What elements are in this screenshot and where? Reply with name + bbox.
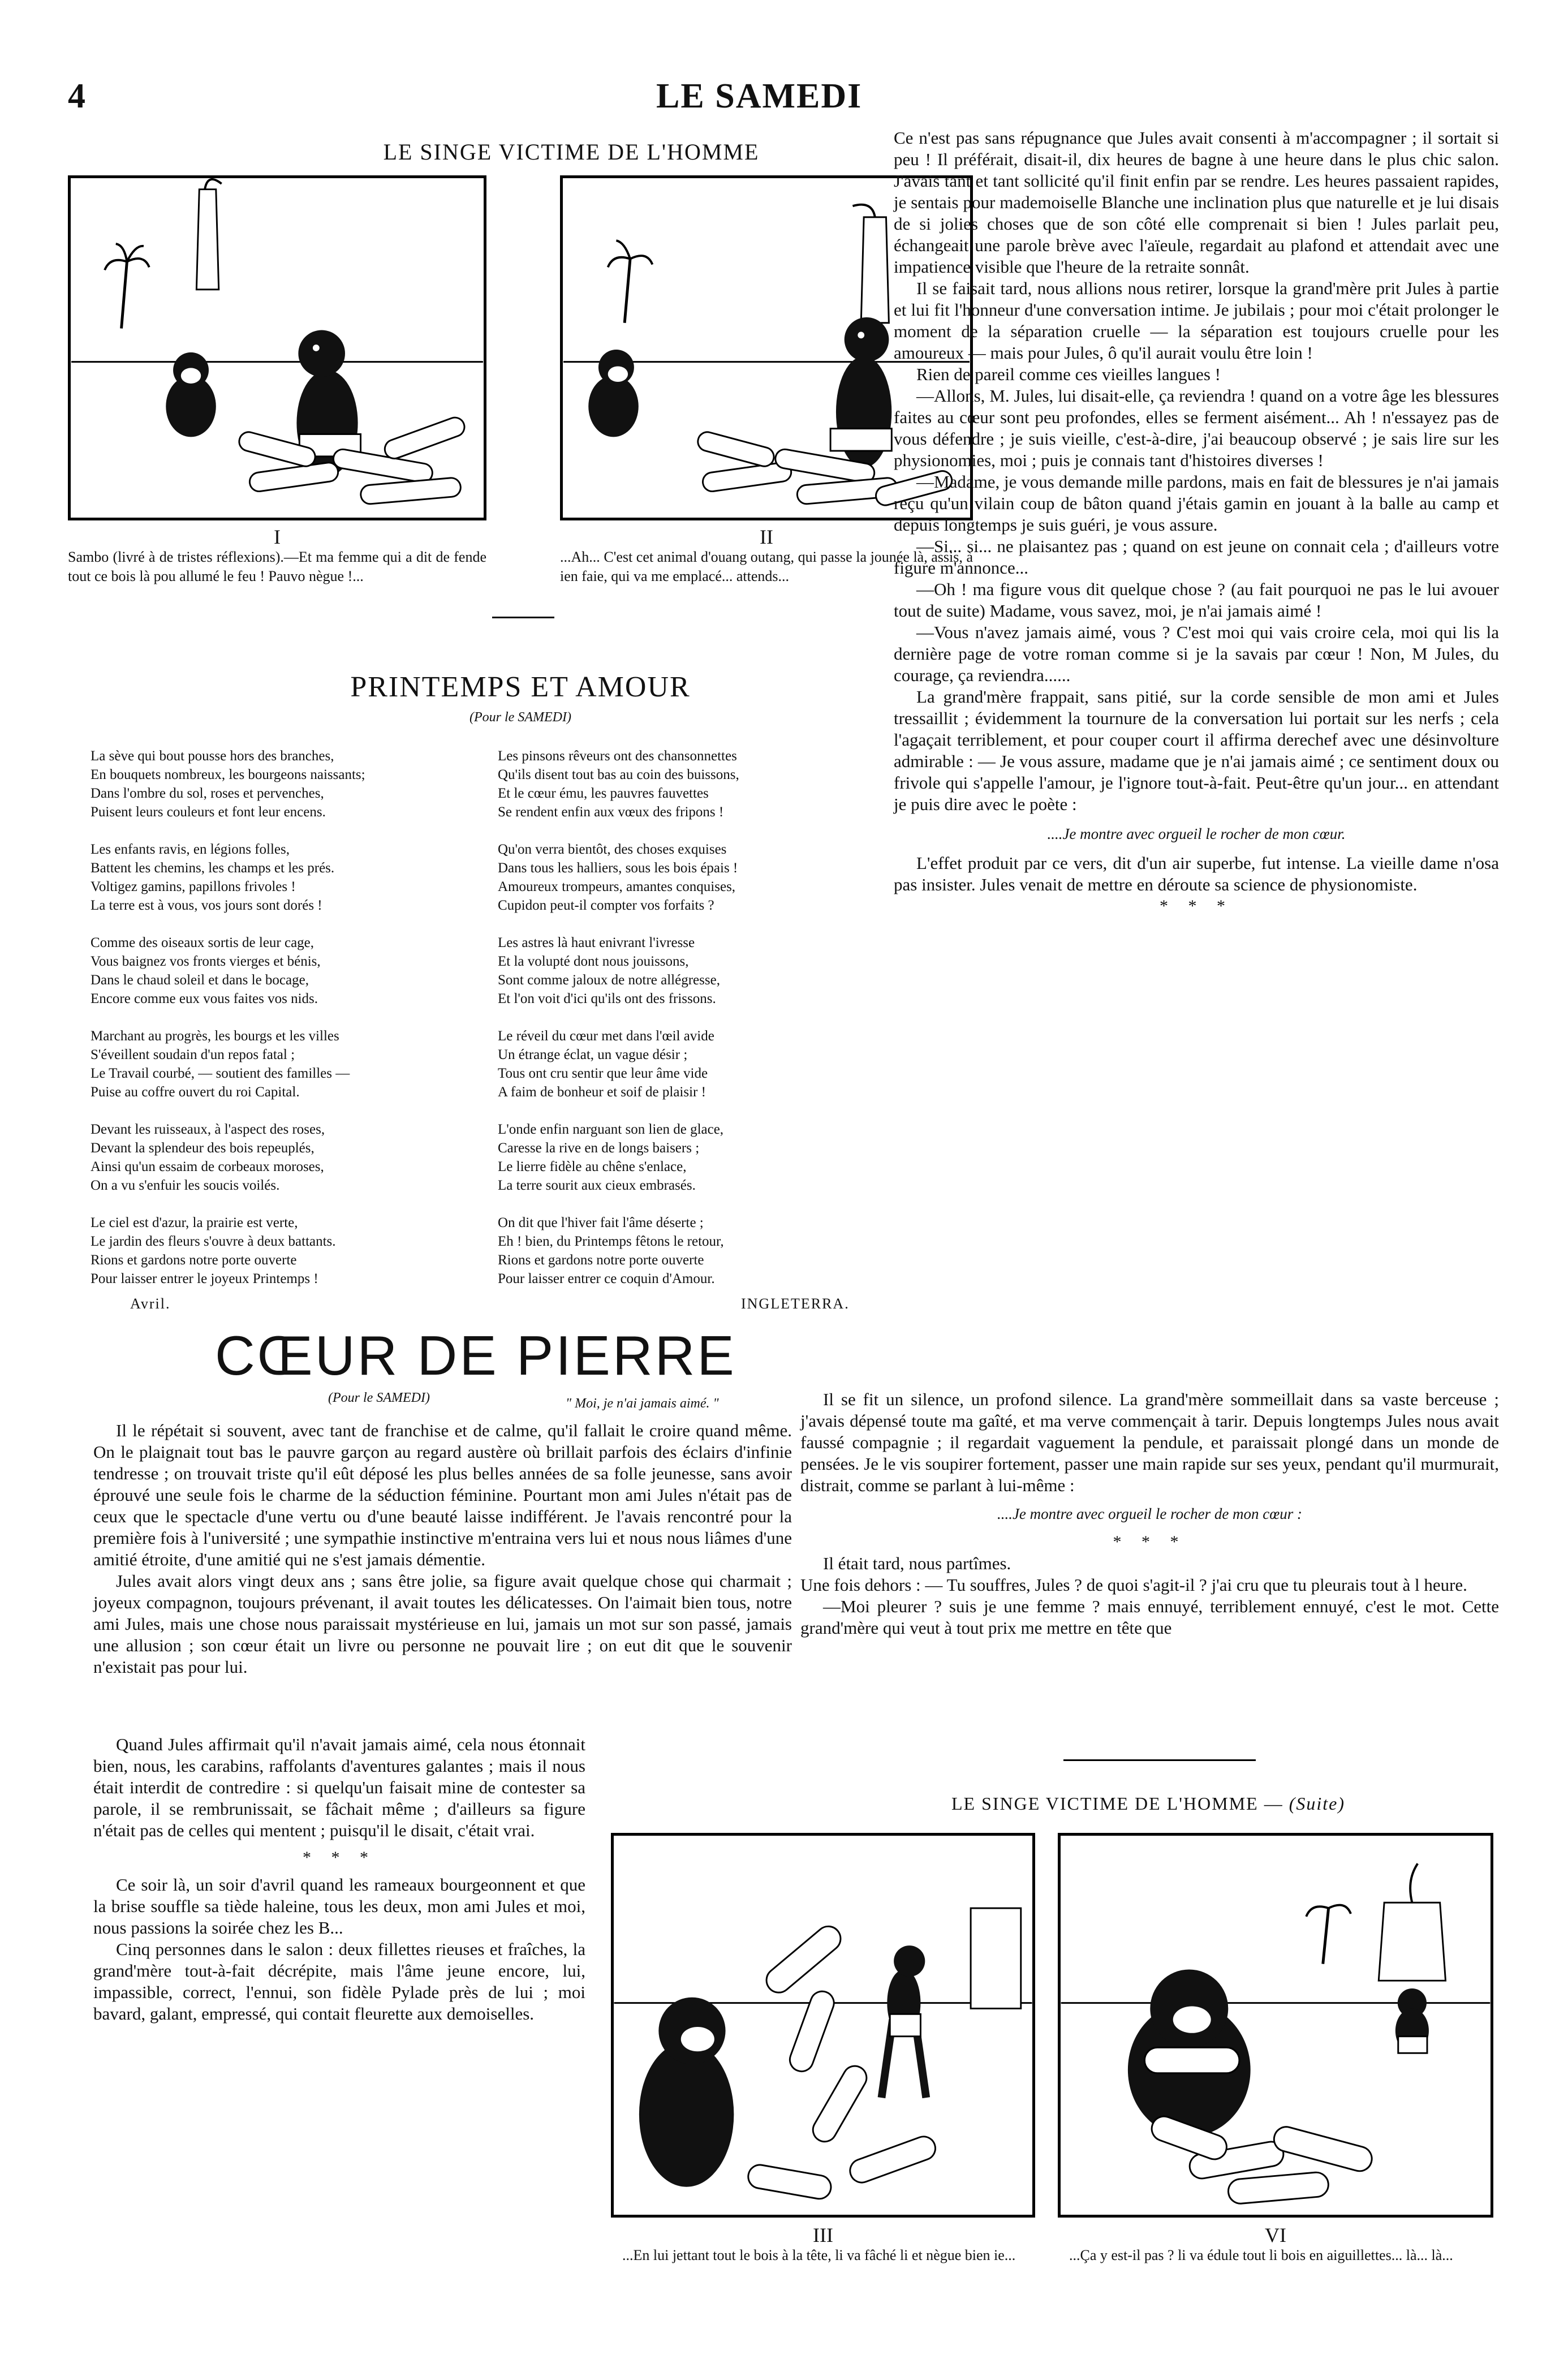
story-subtitle: (Pour le SAMEDI)	[328, 1391, 430, 1405]
poem-line: Et la volupté dont nous jouissons,	[498, 954, 689, 969]
poem-right-stanza	[498, 933, 894, 1008]
poem-right-stanza	[498, 1120, 894, 1195]
poem-left-column	[91, 747, 486, 1307]
panel-2-numeral: II	[760, 526, 773, 548]
panel-3-numeral: III	[813, 2224, 833, 2246]
poem-title: PRINTEMPS ET AMOUR	[350, 671, 691, 703]
cartoon-bottom-title	[798, 1793, 1499, 1814]
section-stars-3: * * *	[1113, 1532, 1187, 1551]
poem-line: Le jardin des fleurs s'ouvre à deux battants.	[91, 1234, 336, 1249]
poem-right-column	[498, 747, 894, 1307]
story-right-after-quote: L'effet produit par ce vers, dit d'un air superbe, fut intense. La vieille dame n'osa pas insister. Jules venait de mettre en déroute sa science de physionomiste.	[894, 853, 1499, 894]
poem-line: L'onde enfin narguant son lien de glace,	[498, 1122, 724, 1137]
poem-line: Dans l'ombre du sol, roses et pervenches,	[91, 786, 324, 801]
cartoon-panel-4	[1058, 1833, 1493, 2218]
poem-line: Devant la splendeur des bois repeuplés,	[91, 1140, 315, 1156]
panel-4-numeral: VI	[1265, 2224, 1286, 2246]
poem-right-stanza	[498, 1027, 894, 1101]
poem-line: Qu'ils disent tout bas au coin des buissons,	[498, 767, 739, 782]
story-right-paragraph: Il se faisait tard, nous allions nous retirer, lorsque la grand'mère prit Jules à partie et lui fit l'honneur d'une conversation intime. Je jubilais ; pour moi c'était prolonger le moment de la séparation cruelle — la séparation est toujours cruelle pour les amoureux — mais pour Jules, ô qu'il aurait voulu être loin !	[894, 278, 1499, 363]
panel-4-caption: ...Ça y est-il pas ? li va édule tout li bois en aiguillettes... là... là...	[1069, 2247, 1453, 2263]
cartoon-panel-3	[611, 1833, 1035, 2218]
cartoon-top-title: LE SINGE VICTIME DE L'HOMME	[383, 139, 760, 165]
poem-line: Battent les chemins, les champs et les prés.	[91, 860, 335, 876]
poem-left-stanza	[91, 933, 486, 1008]
poem-line: Pour laisser entrer le joyeux Printemps !	[91, 1271, 318, 1286]
story-right-paragraph: La grand'mère frappait, sans pitié, sur la corde sensible de mon ami et Jules tressaillit ; évidemment la tournure de la conversation lui portait sur les nerfs ; cela l'agaçait terriblement, et pour couper court il affirma derechef avec une désinvolture admirable : — Je vous assure, madame que je n'ai jamais aimé ; ce sentiment doux ou frivole qui s'appelle l'amour, je l'ignore tout-à-fait. Peut-être qu'un jour... en attendant je puis dire avec le poète :	[894, 687, 1499, 814]
poem-left-stanza	[91, 747, 486, 821]
story-opening	[93, 1420, 792, 1678]
poem-line: Puisent leurs couleurs et font leur encens.	[91, 804, 326, 820]
poem-right-stanza	[498, 747, 894, 821]
story-title: CŒUR DE PIERRE	[215, 1324, 736, 1387]
story-middle	[800, 1389, 1499, 1639]
story-right-paragraph: —Allons, M. Jules, lui disait-elle, ça reviendra ! quand on a votre âge les blessures faites au cœur sont peu profondes, elles se ferment aisément... Ah ! n'essayez pas de vous défendre ; je suis vieille, c'est-à-dire, j'ai beaucoup observé ; je sais lire sur les physionomies, moi ; puis je connais tant d'histoires diverses !	[894, 386, 1499, 470]
page-number: 4	[68, 77, 85, 115]
poem-line: Dans tous les halliers, sous les bois épais !	[498, 860, 738, 876]
story-right-column	[894, 127, 1499, 917]
cartoon-panel-1-drawing	[71, 178, 484, 518]
masthead: LE SAMEDI	[656, 77, 863, 115]
panel-1-caption: Sambo (livré à de tristes réflexions).—Et ma femme qui a dit de fende tout ce bois là pou allumé le feu ! Pauvo nègue !...	[68, 549, 486, 584]
story-mid-paragraph-2: Il était tard, nous partîmes.	[823, 1553, 1011, 1573]
poem-line: Sont comme jaloux de notre allégresse,	[498, 972, 720, 988]
cartoon-bottom-title-text: LE SINGE VICTIME DE L'HOMME —	[951, 1793, 1283, 1814]
section-stars-2: * * *	[303, 1848, 376, 1867]
poem-line: La sève qui bout pousse hors des branches,	[91, 748, 334, 764]
divider-rule	[492, 617, 554, 618]
story-epigraph: " Moi, je n'ai jamais aimé. "	[566, 1396, 719, 1411]
panel-3-caption: ...En lui jettant tout le bois à la tête, li va fâché li et nègue bien ie...	[622, 2247, 1016, 2263]
poem-line: Cupidon peut-il compter vos forfaits ?	[498, 898, 714, 913]
cartoon-panel-1	[68, 175, 486, 520]
story-continuation	[93, 1734, 585, 2025]
poem-line: Amoureux trompeurs, amantes conquises,	[498, 879, 736, 894]
poem-line: Comme des oiseaux sortis de leur cage,	[91, 935, 315, 950]
poem-subtitle: (Pour le SAMEDI)	[469, 710, 571, 725]
poem-line: Eh ! bien, du Printemps fêtons le retour,	[498, 1234, 724, 1249]
story-paragraph-3: Quand Jules affirmait qu'il n'avait jamais aimé, cela nous étonnait bien, nous, les carabins, raffolants d'aventures galantes ; mais il nous était interdit de contredire : si quelqu'un faisait mine de contester sa parole, il se rembrunissait, se fâchait même ; d'ailleurs sa figure n'était pas de celles qui mentent ; puisqu'il le disait, c'était vrai.	[93, 1734, 585, 1840]
cartoon-panel-4-drawing	[1061, 1836, 1491, 2215]
panel-1-numeral: I	[274, 526, 281, 548]
poem-line: Pour laisser entrer ce coquin d'Amour.	[498, 1271, 715, 1286]
story-right-paragraphs	[894, 127, 1499, 815]
poem-line: Voltigez gamins, papillons frivoles !	[91, 879, 296, 894]
poem-line: Le réveil du cœur met dans l'œil avide	[498, 1028, 714, 1044]
poem-line: Caresse la rive en de longs baisers ;	[498, 1140, 700, 1156]
story-right-paragraph: —Si... si... ne plaisantez pas ; quand on est jeune on connait cela ; d'ailleurs votre figure m'annonce...	[894, 536, 1499, 578]
poem-line: Les enfants ravis, en légions folles,	[91, 842, 290, 857]
poem-left-stanza	[91, 840, 486, 915]
poem-line: Dans le chaud soleil et dans le bocage,	[91, 972, 309, 988]
poem-line: Le lierre fidèle au chêne s'enlace,	[498, 1159, 687, 1174]
poem-author: INGLETERRA.	[741, 1295, 850, 1312]
story-paragraph-4: Ce soir là, un soir d'avril quand les rameaux bourgeonnent et que la brise souffle sa tiède haleine, tous les deux, mon ami Jules et moi, nous passions la soirée chez les B...	[93, 1875, 585, 1938]
poem-line: Le ciel est d'azur, la prairie est verte,	[91, 1215, 298, 1230]
poem-signoff-date: Avril.	[130, 1295, 171, 1312]
poem-line: Le Travail courbé, — soutient des familles —	[91, 1066, 350, 1081]
story-right-quote: ....Je montre avec orgueil le rocher de mon cœur.	[1047, 825, 1346, 842]
cartoon-bottom-title-suite: (Suite)	[1289, 1793, 1345, 1814]
poem-line: Devant les ruisseaux, à l'aspect des roses,	[91, 1122, 325, 1137]
poem-line: Tous ont cru sentir que leur âme vide	[498, 1066, 708, 1081]
story-right-paragraph: —Vous n'avez jamais aimé, vous ? C'est moi qui vais croire cela, moi qui lis la dernière page de votre roman comme si je la savais par cœur ! Non, M Jules, du courage, ça reviendra......	[894, 622, 1499, 685]
poem-line: Les astres là haut enivrant l'ivresse	[498, 935, 695, 950]
poem-line: Encore comme eux vous faites vos nids.	[91, 991, 318, 1006]
poem-line: Vous baignez vos fronts vierges et bénis,	[91, 954, 321, 969]
poem-line: Et l'on voit d'ici qu'ils ont des frissons.	[498, 991, 716, 1006]
poem-line: En bouquets nombreux, les bourgeons naissants;	[91, 767, 365, 782]
cartoon-panel-3-drawing	[614, 1836, 1032, 2215]
poem-line: Rions et gardons notre porte ouverte	[91, 1252, 297, 1268]
poem-line: La terre sourit aux cieux embrasés.	[498, 1178, 696, 1193]
story-mid-quote: ....Je montre avec orgueil le rocher de mon cœur :	[997, 1505, 1303, 1522]
poem-line: Puise au coffre ouvert du roi Capital.	[91, 1084, 300, 1100]
poem-line: Les pinsons rêveurs ont des chansonnettes	[498, 748, 737, 764]
story-right-paragraph: Rien de pareil comme ces vieilles langues !	[916, 364, 1221, 384]
section-stars: * * *	[1160, 897, 1233, 915]
panel-2-caption: ...Ah... C'est cet animal d'ouang outang, qui passe la jounée là, assis, à ien faie, qui va me emplacé... attends...	[560, 549, 973, 584]
poem-line: La terre est à vous, vos jours sont dorés !	[91, 898, 322, 913]
story-mid-paragraph-1: Il se fit un silence, un profond silence. La grand'mère sommeillait dans sa vaste berceuse ; j'avais dépensé toute ma gaîté, et ma verve commençait à tarir. Depuis longtemps Jules nous avait faussé compagnie ; il regardait vaguement la pendule, et paraissait plongé dans un monde de pensées. Je le vis soupirer fortement, passer une main rapide sur ses yeux, pendant qu'il murmurait, distrait, comme se parlant à lui-même :	[800, 1389, 1499, 1495]
poem-line: Ainsi qu'un essaim de corbeaux moroses,	[91, 1159, 324, 1174]
poem-line: Qu'on verra bientôt, des choses exquises	[498, 842, 727, 857]
poem-left-stanza	[91, 1120, 486, 1195]
story-right-paragraph: —Madame, je vous demande mille pardons, mais en fait de blessures je n'ai jamais reçu qu'un vilain coup de bâton quand j'étais gamin en jouant à la balle au camp et depuis longtemps je suis guéri, je vous assure.	[894, 472, 1499, 535]
story-paragraph-2: Jules avait alors vingt deux ans ; sans être jolie, sa figure avait quelque chose qui charmait ; joyeux compagnon, toujours prévenant, il avait toutes les délicatesses. On l'aimait bien tous, notre ami Jules, mais une chose nous paraissait mystérieuse en lui, jamais un mot sur son passé, jamais une allusion ; son cœur était un livre ou personne ne pouvait lire ; on eut dit que le souvenir n'existait pas pour lui.	[93, 1571, 792, 1677]
poem-line: Rions et gardons notre porte ouverte	[498, 1252, 704, 1268]
poem-right-stanza	[498, 1213, 894, 1288]
poem-left-stanza	[91, 1213, 486, 1288]
story-paragraph-5: Cinq personnes dans le salon : deux fillettes rieuses et fraîches, la grand'mère tout-à-fait décrépite, mais l'âme jeune encore, lui, impassible, correct, l'ennui, son fidèle Pylade près de lui ; moi bavard, galant, empressé, qui contait fleurette aux demoiselles.	[93, 1939, 585, 2024]
poem-line: Marchant au progrès, les bourgs et les villes	[91, 1028, 339, 1044]
story-paragraph-1: Il le répétait si souvent, avec tant de franchise et de calme, qu'il fallait le croire quand même. On le plaignait tout bas le pauvre garçon au regard austère où brillait parfois des éclairs d'infinie tendresse ; on trouvait triste qu'il eût déposé les plus belles années de sa folle jeunesse, sans avoir éprouvé une seule fois le charme de la séduction féminine. Pourtant mon ami Jules n'était pas de ceux que le spectacle d'une vertu ou d'une beauté laisse indifférent. Je l'avais rencontré pour la première fois à l'université ; une sympathie instinctive m'entraina vers lui et nous nous liâmes d'une amitié étroite, d'une amitié qui ne s'est jamais démentie.	[93, 1420, 792, 1569]
story-right-paragraph: —Oh ! ma figure vous dit quelque chose ? (au fait pourquoi ne pas le lui avouer tout de suite) Madame, vous savez, moi, je n'ai jamais aimé !	[894, 579, 1499, 621]
poem-right-stanza	[498, 840, 894, 915]
poem-left-stanza	[91, 1027, 486, 1101]
poem-line: S'éveillent soudain d'un repos fatal ;	[91, 1047, 295, 1062]
poem-line: On dit que l'hiver fait l'âme déserte ;	[498, 1215, 704, 1230]
story-right-paragraph: Ce n'est pas sans répugnance que Jules avait consenti à m'accompagner ; il sortait si peu ! Il préférait, disait-il, dix heures de bagne à une heure dans le plus chic salon. J'avais tant et tant sollicité qu'il finit enfin par se rendre. Les heures passaient rapides, je sentais pour mademoiselle Blanche une inclination plus que naturelle et je lui disais de si jolies choses que de son côté elle comprenait si bien ! Jules parlait peu, échangeait une parole brève avec l'aïeule, regardait au plafond et attendait avec une impatience visible que l'heure de la retraite sonnât.	[894, 128, 1499, 277]
story-mid-paragraph-4: —Moi pleurer ? suis je une femme ? mais ennuyé, terriblement ennuyé, c'est le mot. Cette grand'mère qui veut à tout prix me mettre en tête que	[800, 1596, 1499, 1638]
poem-line: Et le cœur ému, les pauvres fauvettes	[498, 786, 709, 801]
poem-line: On a vu s'enfuir les soucis voilés.	[91, 1178, 280, 1193]
poem-line: A faim de bonheur et soif de plaisir !	[498, 1084, 706, 1100]
story-mid-paragraph-3: Une fois dehors : — Tu souffres, Jules ? de quoi s'agit-il ? j'ai cru que tu pleurais tout à l heure.	[800, 1575, 1467, 1595]
poem-line: Se rendent enfin aux vœux des fripons !	[498, 804, 724, 820]
poem-line: Un étrange éclat, un vague désir ;	[498, 1047, 688, 1062]
divider-rule-2	[1063, 1759, 1256, 1761]
